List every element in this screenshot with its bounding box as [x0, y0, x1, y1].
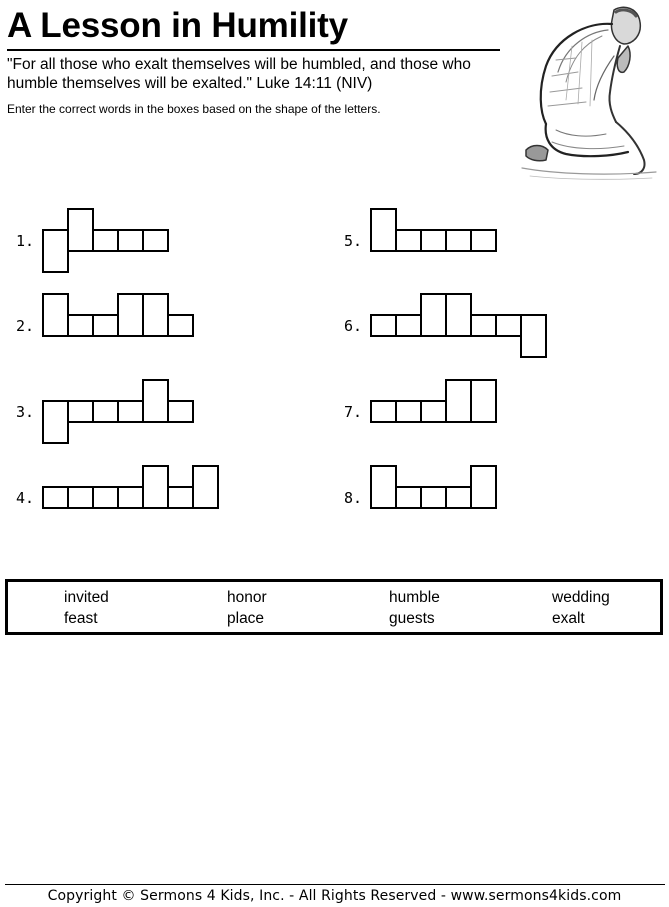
letter-box-short[interactable] [92, 486, 119, 509]
letter-box-short[interactable] [117, 229, 144, 252]
title-underline [7, 49, 500, 51]
letter-box-short[interactable] [92, 400, 119, 423]
puzzle-number: 2. [16, 317, 35, 335]
puzzle-number: 4. [16, 489, 35, 507]
letter-box-ascender[interactable] [370, 465, 397, 509]
letter-box-descender[interactable] [42, 400, 69, 444]
letter-box-ascender[interactable] [142, 379, 169, 423]
letter-box-ascender[interactable] [445, 293, 472, 337]
letter-box-short[interactable] [420, 229, 447, 252]
letter-box-short[interactable] [445, 486, 472, 509]
letter-box-short[interactable] [42, 486, 69, 509]
word-bank-word: exalt [552, 610, 585, 627]
letter-box-ascender[interactable] [470, 465, 497, 509]
letter-box-short[interactable] [395, 229, 422, 252]
letter-box-ascender[interactable] [445, 379, 472, 423]
kneeling-praying-man-illustration [516, 0, 666, 185]
word-bank-word: wedding [552, 589, 610, 606]
letter-box-ascender[interactable] [370, 208, 397, 252]
word-bank-word: feast [64, 610, 98, 627]
letter-box-ascender[interactable] [117, 293, 144, 337]
letter-box-ascender[interactable] [142, 465, 169, 509]
word-bank-word: place [227, 610, 265, 627]
letter-box-ascender[interactable] [470, 379, 497, 423]
letter-box-short[interactable] [495, 314, 522, 337]
letter-box-ascender[interactable] [192, 465, 219, 509]
letter-box-short[interactable] [117, 400, 144, 423]
letter-box-short[interactable] [117, 486, 144, 509]
puzzle-number: 8. [344, 489, 363, 507]
letter-box-ascender[interactable] [42, 293, 69, 337]
word-bank-word: humble [389, 589, 440, 606]
letter-box-short[interactable] [142, 229, 169, 252]
letter-box-short[interactable] [67, 400, 94, 423]
letter-box-ascender[interactable] [142, 293, 169, 337]
letter-box-short[interactable] [445, 229, 472, 252]
bible-verse: "For all those who exalt themselves will be humbled, and those who humble themselves will be exalted." Luke 14:11 (NIV) [7, 56, 471, 92]
instructions: Enter the correct words in the boxes based on the shape of the letters. [7, 102, 381, 116]
letter-box-short[interactable] [167, 486, 194, 509]
letter-box-short[interactable] [67, 314, 94, 337]
word-bank-word: guests [389, 610, 435, 627]
letter-box-short[interactable] [167, 400, 194, 423]
word-bank [5, 579, 663, 635]
letter-box-short[interactable] [470, 314, 497, 337]
letter-box-ascender[interactable] [420, 293, 447, 337]
word-bank-word: invited [64, 589, 109, 606]
puzzle-number: 6. [344, 317, 363, 335]
puzzle-number: 3. [16, 403, 35, 421]
letter-box-short[interactable] [370, 400, 397, 423]
letter-box-short[interactable] [67, 486, 94, 509]
letter-box-short[interactable] [420, 400, 447, 423]
letter-box-short[interactable] [395, 400, 422, 423]
footer-divider [5, 884, 665, 885]
page-title: A Lesson in Humility [7, 6, 348, 45]
letter-box-short[interactable] [167, 314, 194, 337]
letter-box-short[interactable] [470, 229, 497, 252]
puzzle-number: 1. [16, 232, 35, 250]
letter-box-short[interactable] [92, 314, 119, 337]
copyright-notice: Copyright © Sermons 4 Kids, Inc. - All Rights Reserved - www.sermons4kids.com [47, 888, 622, 904]
letter-box-short[interactable] [395, 486, 422, 509]
word-bank-word: honor [227, 589, 267, 606]
puzzle-number: 7. [344, 403, 363, 421]
puzzle-number: 5. [344, 232, 363, 250]
letter-box-ascender[interactable] [67, 208, 94, 252]
letter-box-short[interactable] [395, 314, 422, 337]
letter-box-descender[interactable] [520, 314, 547, 358]
letter-box-short[interactable] [92, 229, 119, 252]
letter-box-descender[interactable] [42, 229, 69, 273]
letter-box-short[interactable] [420, 486, 447, 509]
letter-box-short[interactable] [370, 314, 397, 337]
